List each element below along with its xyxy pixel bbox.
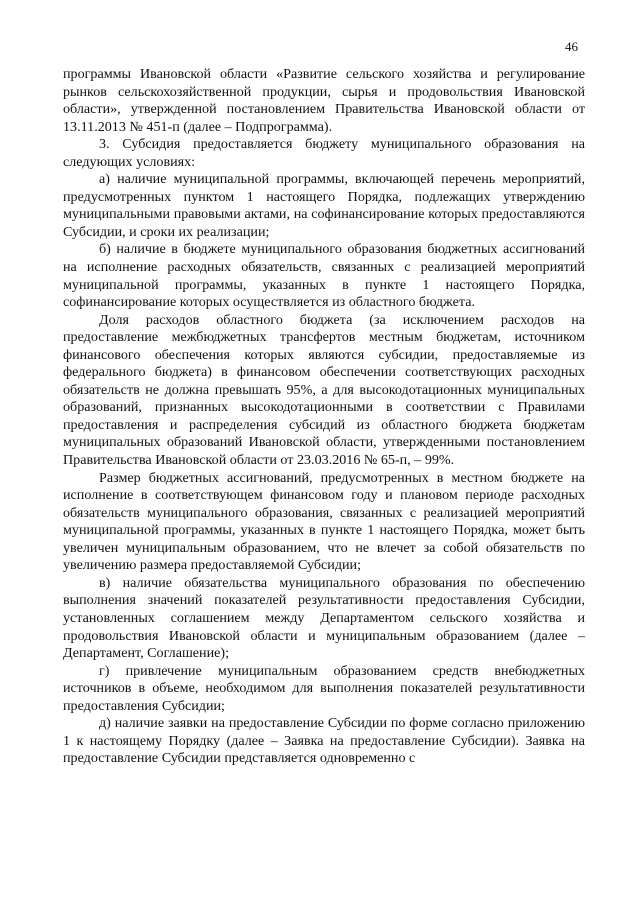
paragraph-budget-share: Доля расходов областного бюджета (за исключением расходов на предоставление межбюджетных трансфертов местным бюджетам, источником финансового обеспечения которых являются субсидии, предоставляемые из федерального бюджета) в финансовом обеспечении соответствующих расходных обязательств не должна превышать 95%, а для высокодотационных муниципальных образований, признанных высокодотационными в соответствии с Правилами предоставления и распределения субсидий из областного бюджета бюджетам муниципальных образований Ивановской области, утвержденными постановлением Правительства Ивановской области от 23.03.2016 № 65-п, – 99%. bbox=[63, 311, 585, 469]
paragraph-appropriations-size: Размер бюджетных ассигнований, предусмотренных в местном бюджете на исполнение в соответствующем финансовом году и плановом периоде расходных обязательств муниципального образования, связанных с реализацией мероприятий муниципальной программы, указанных в пункте 1 настоящего Порядка, может быть увеличен муниципальным образованием, что не влечет за собой обязательств по увеличению размера предоставляемой Субсидии; bbox=[63, 469, 585, 574]
paragraph-subsidy-conditions: 3. Субсидия предоставляется бюджету муниципального образования на следующих условиях: bbox=[63, 136, 585, 170]
paragraph-condition-a: а) наличие муниципальной программы, включающей перечень мероприятий, предусмотренных пунктом 1 настоящего Порядка, подлежащих утверждению муниципальными правовыми актами, на софинансирование которых предоставляются Субсидии, и сроки их реализации; bbox=[63, 171, 585, 240]
page-number: 46 bbox=[565, 39, 578, 54]
paragraph-condition-b: б) наличие в бюджете муниципального образования бюджетных ассигнований на исполнение расходных обязательств, связанных с реализацией мероприятий муниципальной программы, указанных в пункте 1 настоящего Порядка, софинансирование которых осуществляется из областного бюджета. bbox=[63, 241, 585, 311]
paragraph-subprogram-reference: программы Ивановской области «Развитие сельского хозяйства и регулирование рынков сельскохозяйственной продукции, сырья и продовольствия Ивановской области», утвержденной постановлением Правительства Ивановской области от 13.11.2013 № 451-п (далее – Подпрограмма). bbox=[63, 66, 585, 135]
paragraph-condition-g: г) привлечение муниципальным образованием средств внебюджетных источников в объеме, необходимом для выполнения показателей результативности предоставления Субсидии; bbox=[63, 662, 585, 714]
paragraph-condition-v: в) наличие обязательства муниципального образования по обеспечению выполнения значений показателей результативности предоставления Субсидии, установленных соглашением между Департаментом сельского хозяйства и продовольствия Ивановской области и муниципальным образованием (далее – Департамент, Соглашение); bbox=[63, 574, 585, 662]
document-text bbox=[63, 66, 585, 768]
paragraph-condition-d: д) наличие заявки на предоставление Субсидии по форме согласно приложению 1 к настоящему Порядку (далее – Заявка на предоставление Субсидии). Заявка на предоставление Субсидии представляется одновременно с bbox=[63, 715, 585, 767]
